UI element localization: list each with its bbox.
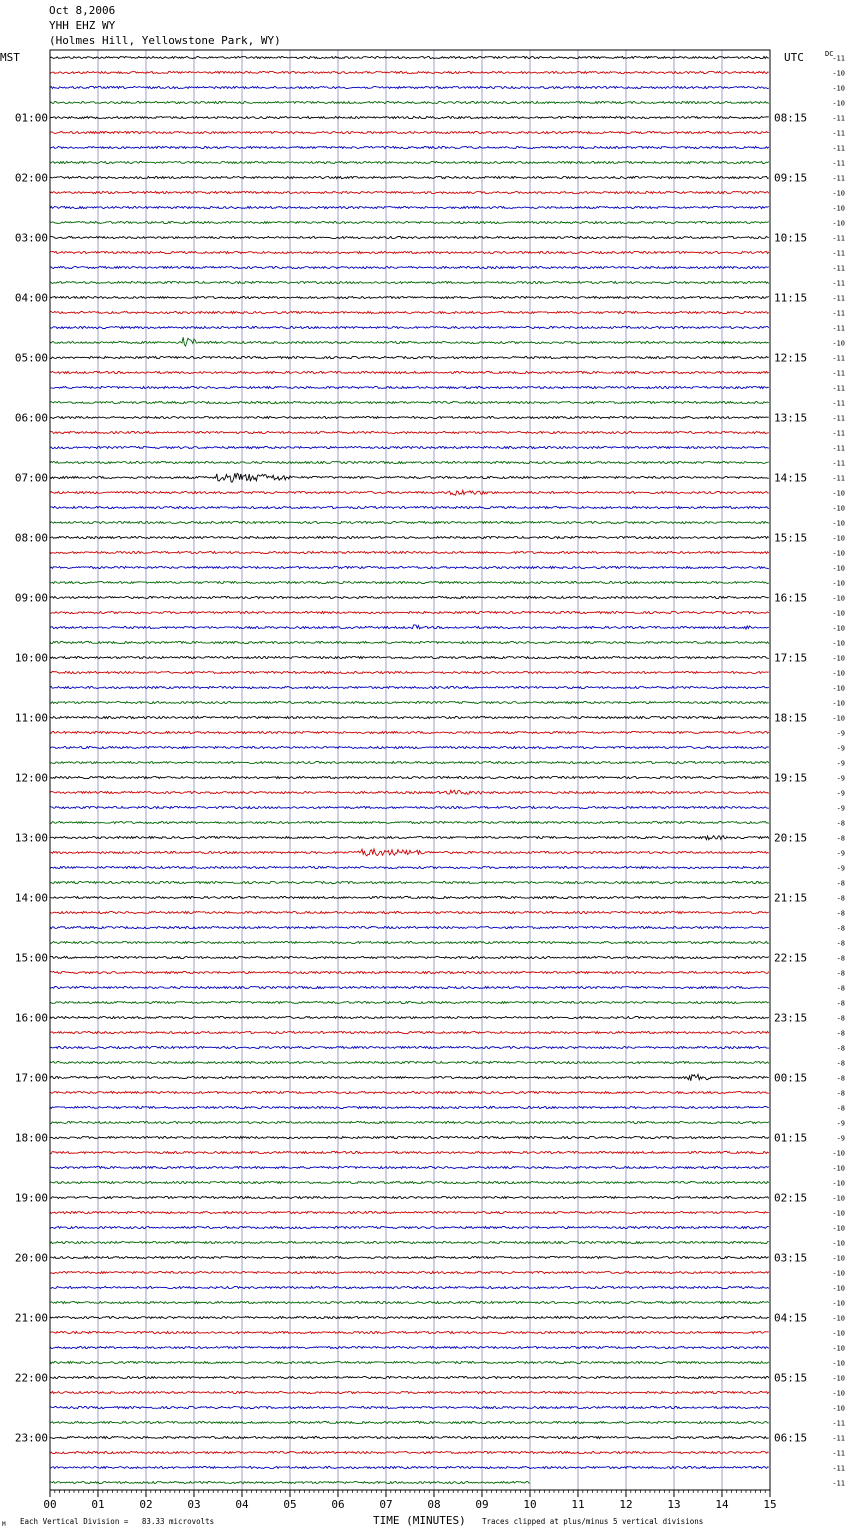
trace-83 bbox=[50, 1301, 769, 1303]
right-hour-label: 11:15 bbox=[774, 291, 808, 305]
dc-offset-label: -9 bbox=[836, 759, 845, 768]
trace-8 bbox=[50, 176, 769, 178]
right-hour-label: 13:15 bbox=[774, 411, 808, 425]
trace-29 bbox=[50, 490, 769, 495]
dc-offset-label: -10 bbox=[832, 339, 845, 348]
dc-offset-label: -10 bbox=[832, 1194, 845, 1203]
x-tick-label: 09 bbox=[475, 1498, 489, 1511]
trace-65 bbox=[50, 1031, 769, 1033]
trace-86 bbox=[50, 1346, 769, 1348]
dc-offset-label: -8 bbox=[836, 1104, 845, 1113]
trace-15 bbox=[50, 281, 769, 283]
dc-offset-label: -10 bbox=[832, 1269, 845, 1278]
dc-offset-label: -9 bbox=[836, 789, 845, 798]
trace-2 bbox=[50, 86, 769, 88]
dc-offset-label: -10 bbox=[832, 1359, 845, 1368]
trace-4 bbox=[50, 116, 769, 118]
right-hour-label: 10:15 bbox=[774, 231, 808, 245]
x-axis bbox=[43, 1490, 776, 1511]
left-hour-label: 20:00 bbox=[14, 1251, 48, 1265]
x-tick-label: 14 bbox=[715, 1498, 729, 1511]
trace-34 bbox=[50, 566, 769, 568]
dc-offset-label: -8 bbox=[836, 969, 845, 978]
dc-offset-label: -11 bbox=[832, 294, 845, 303]
left-timezone-label: MST bbox=[0, 51, 20, 64]
dc-offset-label: -8 bbox=[836, 834, 845, 843]
dc-offset-label: -10 bbox=[832, 1284, 845, 1293]
trace-36 bbox=[50, 596, 769, 598]
trace-46 bbox=[50, 746, 769, 748]
right-hour-labels bbox=[774, 112, 807, 1445]
dc-offset-label: -10 bbox=[832, 564, 845, 573]
right-hour-label: 04:15 bbox=[774, 1311, 808, 1325]
dc-offset-label: -11 bbox=[832, 474, 845, 483]
x-axis-title: TIME (MINUTES) bbox=[373, 1514, 466, 1527]
trace-88 bbox=[50, 1376, 769, 1378]
right-hour-label: 16:15 bbox=[774, 591, 808, 605]
dc-offset-label: -10 bbox=[832, 219, 845, 228]
trace-54 bbox=[50, 866, 769, 868]
left-hour-label: 12:00 bbox=[14, 771, 48, 785]
minute-gridlines bbox=[98, 50, 722, 1490]
dc-offset-label: -8 bbox=[836, 1014, 845, 1023]
dc-offset-label: -11 bbox=[832, 1419, 845, 1428]
station-label: YHH EHZ WY bbox=[49, 19, 116, 32]
x-tick-label: 10 bbox=[523, 1498, 537, 1511]
trace-49 bbox=[50, 790, 769, 794]
trace-79 bbox=[50, 1241, 769, 1243]
trace-71 bbox=[50, 1121, 769, 1123]
left-hour-label: 06:00 bbox=[14, 411, 48, 425]
left-hour-label: 01:00 bbox=[14, 111, 48, 125]
trace-43 bbox=[50, 701, 769, 703]
x-tick-label: 03 bbox=[187, 1498, 201, 1511]
x-tick-label: 02 bbox=[139, 1498, 153, 1511]
right-hour-label: 09:15 bbox=[774, 171, 808, 185]
trace-44 bbox=[50, 716, 769, 718]
dc-offset-label: -8 bbox=[836, 1059, 845, 1068]
dc-offset-label: -9 bbox=[836, 804, 845, 813]
trace-50 bbox=[50, 806, 769, 808]
trace-70 bbox=[50, 1106, 769, 1108]
trace-80 bbox=[50, 1256, 769, 1258]
trace-31 bbox=[50, 521, 769, 523]
dc-offset-label: -8 bbox=[836, 999, 845, 1008]
left-hour-label: 23:00 bbox=[14, 1431, 48, 1445]
trace-23 bbox=[50, 401, 769, 403]
dc-offset-label: -10 bbox=[832, 504, 845, 513]
left-hour-label: 18:00 bbox=[14, 1131, 48, 1145]
dc-offset-label: -10 bbox=[832, 654, 845, 663]
x-tick-label: 06 bbox=[331, 1498, 345, 1511]
trace-91 bbox=[50, 1421, 769, 1423]
trace-57 bbox=[50, 911, 769, 913]
dc-offset-label: -11 bbox=[832, 1449, 845, 1458]
trace-27 bbox=[50, 461, 769, 463]
right-hour-label: 12:15 bbox=[774, 351, 808, 365]
trace-14 bbox=[50, 266, 769, 268]
trace-25 bbox=[50, 431, 769, 433]
dc-offset-label: -10 bbox=[832, 669, 845, 678]
dc-offset-label: -11 bbox=[832, 234, 845, 243]
trace-13 bbox=[50, 251, 769, 253]
trace-85 bbox=[50, 1331, 769, 1333]
trace-37 bbox=[50, 611, 769, 613]
right-hour-label: 02:15 bbox=[774, 1191, 808, 1205]
dc-offset-label: -10 bbox=[832, 639, 845, 648]
right-hour-label: 05:15 bbox=[774, 1371, 808, 1385]
trace-55 bbox=[50, 881, 769, 883]
dc-offset-label: -11 bbox=[832, 369, 845, 378]
left-hour-label: 09:00 bbox=[14, 591, 48, 605]
x-tick-label: 15 bbox=[763, 1498, 777, 1511]
trace-77 bbox=[50, 1211, 769, 1213]
x-tick-label: 11 bbox=[571, 1498, 585, 1511]
right-timezone-label: UTC bbox=[784, 51, 804, 64]
left-hour-label: 16:00 bbox=[14, 1011, 48, 1025]
left-hour-label: 05:00 bbox=[14, 351, 48, 365]
x-tick-label: 12 bbox=[619, 1498, 633, 1511]
dc-offset-label: -10 bbox=[832, 594, 845, 603]
x-tick-label: 13 bbox=[667, 1498, 681, 1511]
dc-offset-label: -11 bbox=[832, 414, 845, 423]
trace-53 bbox=[50, 849, 769, 856]
trace-3 bbox=[50, 101, 769, 103]
trace-78 bbox=[50, 1226, 769, 1228]
trace-61 bbox=[50, 971, 769, 973]
right-hour-label: 21:15 bbox=[774, 891, 808, 905]
dc-offset-label: -11 bbox=[832, 429, 845, 438]
trace-17 bbox=[50, 311, 769, 313]
dc-offset-label: -10 bbox=[832, 1209, 845, 1218]
left-hour-label: 10:00 bbox=[14, 651, 48, 665]
right-hour-label: 19:15 bbox=[774, 771, 808, 785]
dc-offset-label: -11 bbox=[832, 129, 845, 138]
dc-offset-label: -10 bbox=[832, 1164, 845, 1173]
dc-offset-label: -11 bbox=[832, 1479, 845, 1488]
dc-offset-label: -10 bbox=[832, 624, 845, 633]
right-hour-label: 03:15 bbox=[774, 1251, 808, 1265]
dc-offset-label: -10 bbox=[832, 714, 845, 723]
dc-offset-label: -10 bbox=[832, 69, 845, 78]
footer-left-note: Each Vertical Division = 83.33 microvolts bbox=[20, 1517, 215, 1526]
dc-offset-label: -11 bbox=[832, 264, 845, 273]
dc-offset-label: -9 bbox=[836, 1119, 845, 1128]
x-tick-label: 01 bbox=[91, 1498, 105, 1511]
dc-offset-label: -10 bbox=[832, 1299, 845, 1308]
plot-frame bbox=[50, 50, 770, 1490]
dc-offset-label: -11 bbox=[832, 384, 845, 393]
dc-offset-label: -11 bbox=[832, 144, 845, 153]
dc-offset-label: -10 bbox=[832, 1179, 845, 1188]
trace-group bbox=[50, 56, 769, 1483]
trace-73 bbox=[50, 1151, 769, 1153]
trace-24 bbox=[50, 416, 769, 418]
trace-19 bbox=[50, 337, 769, 346]
dc-offset-label: -10 bbox=[832, 1374, 845, 1383]
dc-offset-label: -10 bbox=[832, 1254, 845, 1263]
trace-21 bbox=[50, 371, 769, 373]
dc-offset-label: -8 bbox=[836, 1074, 845, 1083]
right-hour-label: 14:15 bbox=[774, 471, 808, 485]
left-hour-label: 15:00 bbox=[14, 951, 48, 965]
dc-offset-labels bbox=[832, 55, 845, 1488]
trace-41 bbox=[50, 671, 769, 673]
x-tick-label: 08 bbox=[427, 1498, 441, 1511]
dc-offset-label: -8 bbox=[836, 984, 845, 993]
left-hour-label: 03:00 bbox=[14, 231, 48, 245]
dc-offset-label: -11 bbox=[832, 1464, 845, 1473]
trace-48 bbox=[50, 776, 769, 778]
dc-offset-label: -8 bbox=[836, 939, 845, 948]
trace-60 bbox=[50, 956, 769, 958]
dc-offset-label: -10 bbox=[832, 1404, 845, 1413]
left-hour-label: 22:00 bbox=[14, 1371, 48, 1385]
trace-5 bbox=[50, 131, 769, 133]
dc-offset-label: -11 bbox=[832, 279, 845, 288]
dc-offset-label: -10 bbox=[832, 1149, 845, 1158]
trace-58 bbox=[50, 926, 769, 928]
trace-47 bbox=[50, 761, 769, 763]
left-hour-label: 17:00 bbox=[14, 1071, 48, 1085]
trace-51 bbox=[50, 821, 769, 823]
trace-68 bbox=[50, 1074, 769, 1080]
dc-offset-label: -11 bbox=[832, 114, 845, 123]
trace-89 bbox=[50, 1391, 769, 1393]
left-hour-label: 04:00 bbox=[14, 291, 48, 305]
trace-56 bbox=[50, 896, 769, 898]
trace-16 bbox=[50, 296, 769, 298]
trace-32 bbox=[50, 536, 769, 538]
right-hour-label: 06:15 bbox=[774, 1431, 808, 1445]
dc-offset-label: -11 bbox=[832, 174, 845, 183]
dc-offset-label: -11 bbox=[832, 159, 845, 168]
dc-offset-label: -10 bbox=[832, 1344, 845, 1353]
dc-offset-label: -10 bbox=[832, 1314, 845, 1323]
trace-72 bbox=[50, 1136, 769, 1138]
trace-35 bbox=[50, 581, 769, 583]
trace-82 bbox=[50, 1286, 769, 1288]
dc-offset-label: -10 bbox=[832, 549, 845, 558]
dc-offset-label: -10 bbox=[832, 609, 845, 618]
right-hour-label: 08:15 bbox=[774, 111, 808, 125]
footer-right-note: Traces clipped at plus/minus 5 vertical divisions bbox=[482, 1517, 704, 1526]
left-hour-label: 08:00 bbox=[14, 531, 48, 545]
trace-6 bbox=[50, 146, 769, 148]
trace-26 bbox=[50, 446, 769, 448]
dc-offset-label: -10 bbox=[832, 84, 845, 93]
trace-62 bbox=[50, 986, 769, 988]
trace-75 bbox=[50, 1181, 769, 1183]
trace-94 bbox=[50, 1466, 769, 1468]
left-hour-label: 11:00 bbox=[14, 711, 48, 725]
x-tick-label: 00 bbox=[43, 1498, 57, 1511]
trace-12 bbox=[50, 236, 769, 238]
trace-92 bbox=[50, 1436, 769, 1438]
trace-66 bbox=[50, 1046, 769, 1048]
left-hour-label: 21:00 bbox=[14, 1311, 48, 1325]
trace-10 bbox=[50, 206, 769, 208]
dc-offset-label: -8 bbox=[836, 879, 845, 888]
left-hour-label: 02:00 bbox=[14, 171, 48, 185]
dc-offset-label: -11 bbox=[832, 399, 845, 408]
dc-header-label: DC bbox=[825, 50, 834, 58]
trace-76 bbox=[50, 1196, 769, 1198]
dc-offset-label: -11 bbox=[832, 309, 845, 318]
trace-9 bbox=[50, 191, 769, 193]
trace-39 bbox=[50, 641, 769, 643]
trace-90 bbox=[50, 1406, 769, 1408]
corner-mark: M bbox=[2, 1521, 6, 1528]
left-hour-label: 13:00 bbox=[14, 831, 48, 845]
x-tick-label: 05 bbox=[283, 1498, 297, 1511]
dc-offset-label: -9 bbox=[836, 774, 845, 783]
dc-offset-label: -11 bbox=[832, 354, 845, 363]
dc-offset-label: -8 bbox=[836, 894, 845, 903]
dc-offset-label: -8 bbox=[836, 954, 845, 963]
trace-69 bbox=[50, 1091, 769, 1093]
left-hour-label: 07:00 bbox=[14, 471, 48, 485]
dc-offset-label: -10 bbox=[832, 684, 845, 693]
dc-offset-label: -8 bbox=[836, 1089, 845, 1098]
dc-offset-label: -10 bbox=[832, 1329, 845, 1338]
trace-42 bbox=[50, 686, 769, 688]
location-label: (Holmes Hill, Yellowstone Park, WY) bbox=[49, 34, 281, 47]
dc-offset-label: -10 bbox=[832, 519, 845, 528]
right-hour-label: 20:15 bbox=[774, 831, 808, 845]
date-label: Oct 8,2006 bbox=[49, 4, 116, 17]
dc-offset-label: -9 bbox=[836, 864, 845, 873]
dc-offset-label: -10 bbox=[832, 1389, 845, 1398]
trace-18 bbox=[50, 326, 769, 328]
dc-offset-label: -11 bbox=[832, 459, 845, 468]
dc-offset-label: -9 bbox=[836, 744, 845, 753]
dc-offset-label: -9 bbox=[836, 1134, 845, 1143]
dc-offset-label: -9 bbox=[836, 729, 845, 738]
trace-93 bbox=[50, 1451, 769, 1453]
dc-offset-label: -11 bbox=[832, 249, 845, 258]
right-hour-label: 00:15 bbox=[774, 1071, 808, 1085]
trace-20 bbox=[50, 356, 769, 358]
trace-59 bbox=[50, 941, 769, 943]
trace-38 bbox=[50, 625, 769, 629]
trace-11 bbox=[50, 221, 769, 223]
left-hour-label: 19:00 bbox=[14, 1191, 48, 1205]
dc-offset-label: -10 bbox=[832, 189, 845, 198]
dc-offset-label: -8 bbox=[836, 924, 845, 933]
trace-7 bbox=[50, 161, 769, 163]
dc-offset-label: -10 bbox=[832, 1224, 845, 1233]
dc-offset-label: -10 bbox=[832, 99, 845, 108]
trace-87 bbox=[50, 1361, 769, 1363]
right-hour-label: 15:15 bbox=[774, 531, 808, 545]
trace-40 bbox=[50, 656, 769, 658]
dc-offset-label: -8 bbox=[836, 1029, 845, 1038]
dc-offset-label: -11 bbox=[832, 444, 845, 453]
right-hour-label: 01:15 bbox=[774, 1131, 808, 1145]
dc-offset-label: -8 bbox=[836, 909, 845, 918]
dc-offset-label: -10 bbox=[832, 534, 845, 543]
trace-30 bbox=[50, 506, 769, 508]
dc-offset-label: -8 bbox=[836, 819, 845, 828]
trace-84 bbox=[50, 1316, 769, 1318]
dc-offset-label: -11 bbox=[832, 54, 845, 63]
trace-63 bbox=[50, 1001, 769, 1003]
trace-81 bbox=[50, 1271, 769, 1273]
trace-0 bbox=[50, 56, 769, 58]
trace-74 bbox=[50, 1166, 769, 1168]
dc-offset-label: -10 bbox=[832, 699, 845, 708]
left-hour-labels bbox=[15, 112, 48, 1445]
dc-offset-label: -10 bbox=[832, 489, 845, 498]
trace-1 bbox=[50, 71, 769, 73]
trace-28 bbox=[50, 473, 769, 482]
x-tick-label: 04 bbox=[235, 1498, 249, 1511]
dc-offset-label: -11 bbox=[832, 1434, 845, 1443]
dc-offset-label: -9 bbox=[836, 849, 845, 858]
x-tick-label: 07 bbox=[379, 1498, 393, 1511]
right-hour-label: 22:15 bbox=[774, 951, 808, 965]
trace-33 bbox=[50, 551, 769, 553]
trace-64 bbox=[50, 1016, 769, 1018]
right-hour-label: 17:15 bbox=[774, 651, 808, 665]
dc-offset-label: -8 bbox=[836, 1044, 845, 1053]
trace-22 bbox=[50, 386, 769, 388]
right-hour-label: 18:15 bbox=[774, 711, 808, 725]
right-hour-label: 23:15 bbox=[774, 1011, 808, 1025]
dc-offset-label: -11 bbox=[832, 324, 845, 333]
trace-67 bbox=[50, 1061, 769, 1063]
dc-offset-label: -10 bbox=[832, 204, 845, 213]
dc-offset-label: -10 bbox=[832, 1239, 845, 1248]
left-hour-label: 14:00 bbox=[14, 891, 48, 905]
trace-45 bbox=[50, 731, 769, 733]
trace-52 bbox=[50, 836, 769, 840]
dc-offset-label: -10 bbox=[832, 579, 845, 588]
